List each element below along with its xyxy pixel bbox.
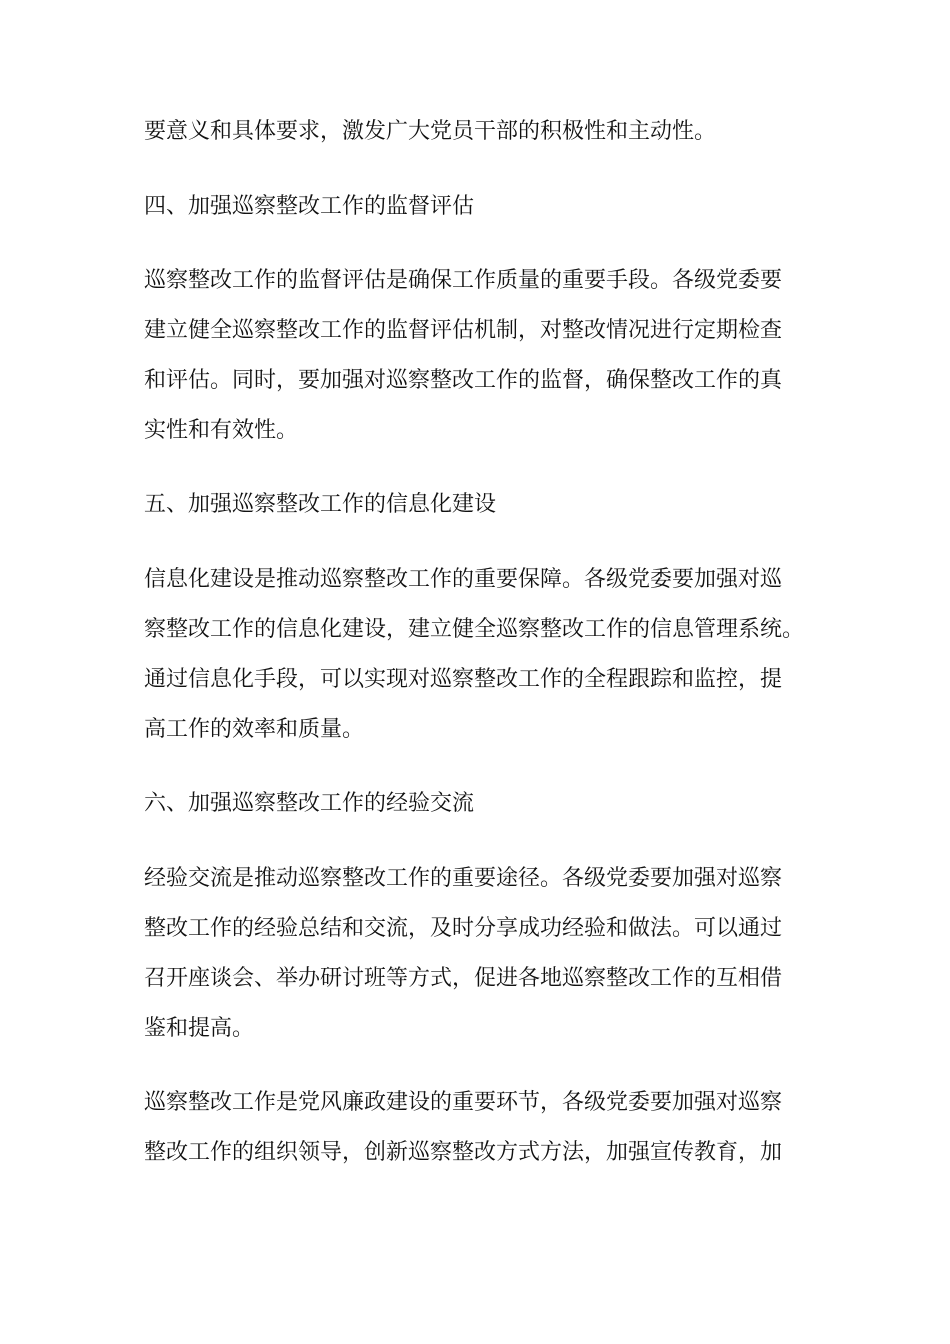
paragraph-line: 巡察整改工作是党风廉政建设的重要环节，各级党委要加强对巡察 xyxy=(144,1090,783,1115)
paragraph-line: 建立健全巡察整改工作的监督评估机制，对整改情况进行定期检查 xyxy=(144,318,783,343)
paragraph-line: 通过信息化手段，可以实现对巡察整改工作的全程跟踪和监控，提 xyxy=(144,667,783,692)
section-heading-4: 四、加强巡察整改工作的监督评估 xyxy=(144,194,475,219)
paragraph-line: 召开座谈会、举办研讨班等方式，促进各地巡察整改工作的互相借 xyxy=(144,966,783,991)
paragraph-line: 信息化建设是推动巡察整改工作的重要保障。各级党委要加强对巡 xyxy=(144,567,783,592)
paragraph-line: 高工作的效率和质量。 xyxy=(144,717,365,742)
section-heading-6: 六、加强巡察整改工作的经验交流 xyxy=(144,791,475,816)
paragraph-line: 要意义和具体要求，激发广大党员干部的积极性和主动性。 xyxy=(144,119,717,144)
paragraph-line: 察整改工作的信息化建设，建立健全巡察整改工作的信息管理系统。 xyxy=(144,617,805,642)
paragraph-line: 巡察整改工作的监督评估是确保工作质量的重要手段。各级党委要 xyxy=(144,268,783,293)
paragraph-line: 整改工作的组织领导，创新巡察整改方式方法，加强宣传教育，加 xyxy=(144,1140,783,1165)
paragraph-line: 实性和有效性。 xyxy=(144,418,299,443)
paragraph-line: 鉴和提高。 xyxy=(144,1016,255,1041)
section-heading-5: 五、加强巡察整改工作的信息化建设 xyxy=(144,492,497,517)
paragraph-line: 和评估。同时，要加强对巡察整改工作的监督，确保整改工作的真 xyxy=(144,368,783,393)
paragraph-line: 整改工作的经验总结和交流，及时分享成功经验和做法。可以通过 xyxy=(144,916,783,941)
paragraph-line: 经验交流是推动巡察整改工作的重要途径。各级党委要加强对巡察 xyxy=(144,866,783,891)
